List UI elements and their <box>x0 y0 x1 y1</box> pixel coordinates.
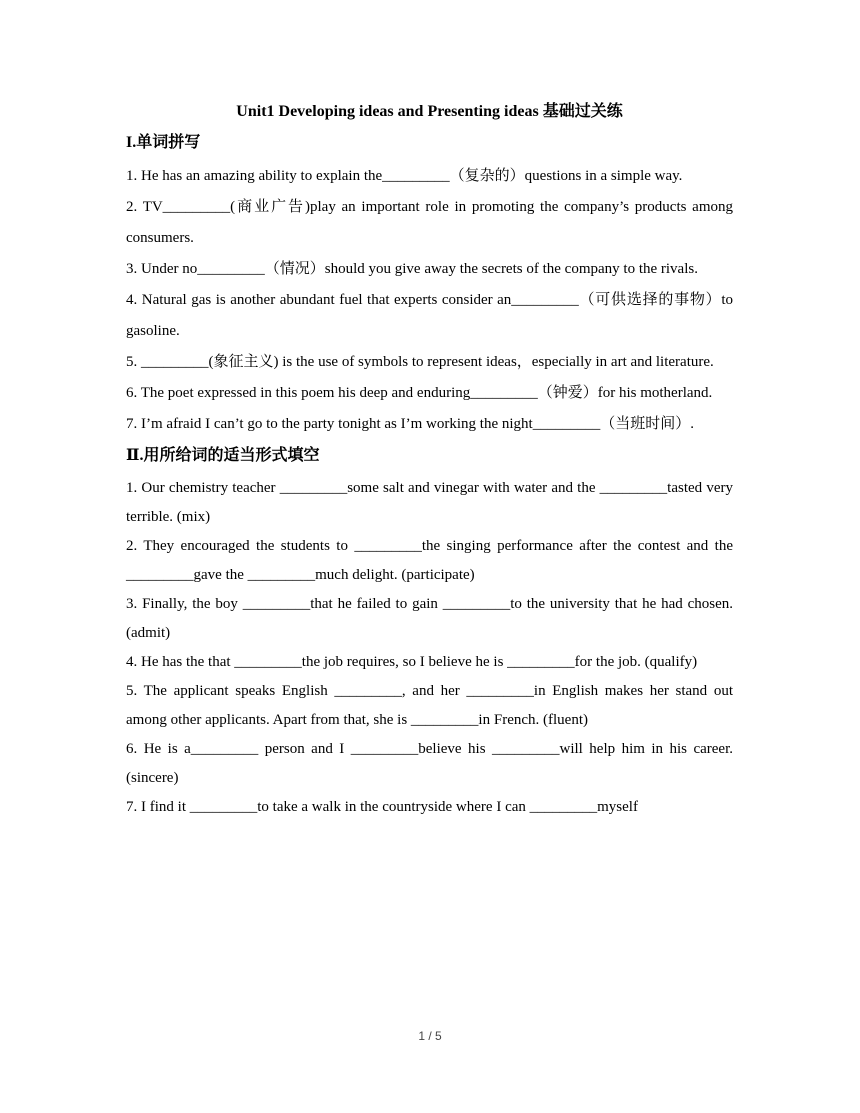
section-heading: I.单词拼写 <box>126 134 201 151</box>
question-item: 2. They encouraged the students to _________the singing performance after the contest and the _________gave the _________much delight. (participate) <box>126 538 733 583</box>
document-body <box>126 100 733 822</box>
question-item: 1. He has an amazing ability to explain the_________（复杂的）questions in a simple way. <box>126 168 683 184</box>
question-item: 4. Natural gas is another abundant fuel that experts consider an_________（可供选择的事物）to gasoline. <box>126 292 733 339</box>
document-title: Unit1 Developing ideas and Presenting ideas 基础过关练 <box>236 103 623 120</box>
question-item: 6. He is a_________ person and I _________believe his _________will help him in his career. (sincere) <box>126 741 733 786</box>
page-number: 1 / 5 <box>418 1029 442 1043</box>
question-item: 3. Finally, the boy _________that he failed to gain _________to the university that he had chosen. (admit) <box>126 596 733 641</box>
question-item: 5. The applicant speaks English _________, and her _________in English makes her stand out among other applicants. Apart from that, she is _________in French. (fluent) <box>126 683 733 728</box>
question-item: 5. _________(象征主义) is the use of symbols to represent ideas，especially in art and literature. <box>126 354 714 370</box>
question-item: 1. Our chemistry teacher _________some salt and vinegar with water and the _________tasted very terrible. (mix) <box>126 480 733 525</box>
question-item: 7. I’m afraid I can’t go to the party tonight as I’m working the night_________（当班时间）. <box>126 416 694 432</box>
question-item: 6. The poet expressed in this poem his deep and enduring_________（钟爱）for his motherland. <box>126 385 713 401</box>
section-word-spelling <box>126 131 733 440</box>
question-list <box>126 474 733 822</box>
question-item: 7. I find it _________to take a walk in the countryside where I can _________myself <box>126 799 638 815</box>
question-item: 2. TV_________(商业广告)play an important role in promoting the company’s products among consumers. <box>126 199 733 246</box>
question-list <box>126 161 733 440</box>
question-item: 4. He has the that _________the job requires, so I believe he is _________for the job. (qualify) <box>126 654 698 670</box>
section-heading: Ⅱ.用所给词的适当形式填空 <box>126 447 320 464</box>
section-word-forms <box>126 444 733 822</box>
question-item: 3. Under no_________（情况）should you give away the secrets of the company to the rivals. <box>126 261 698 277</box>
